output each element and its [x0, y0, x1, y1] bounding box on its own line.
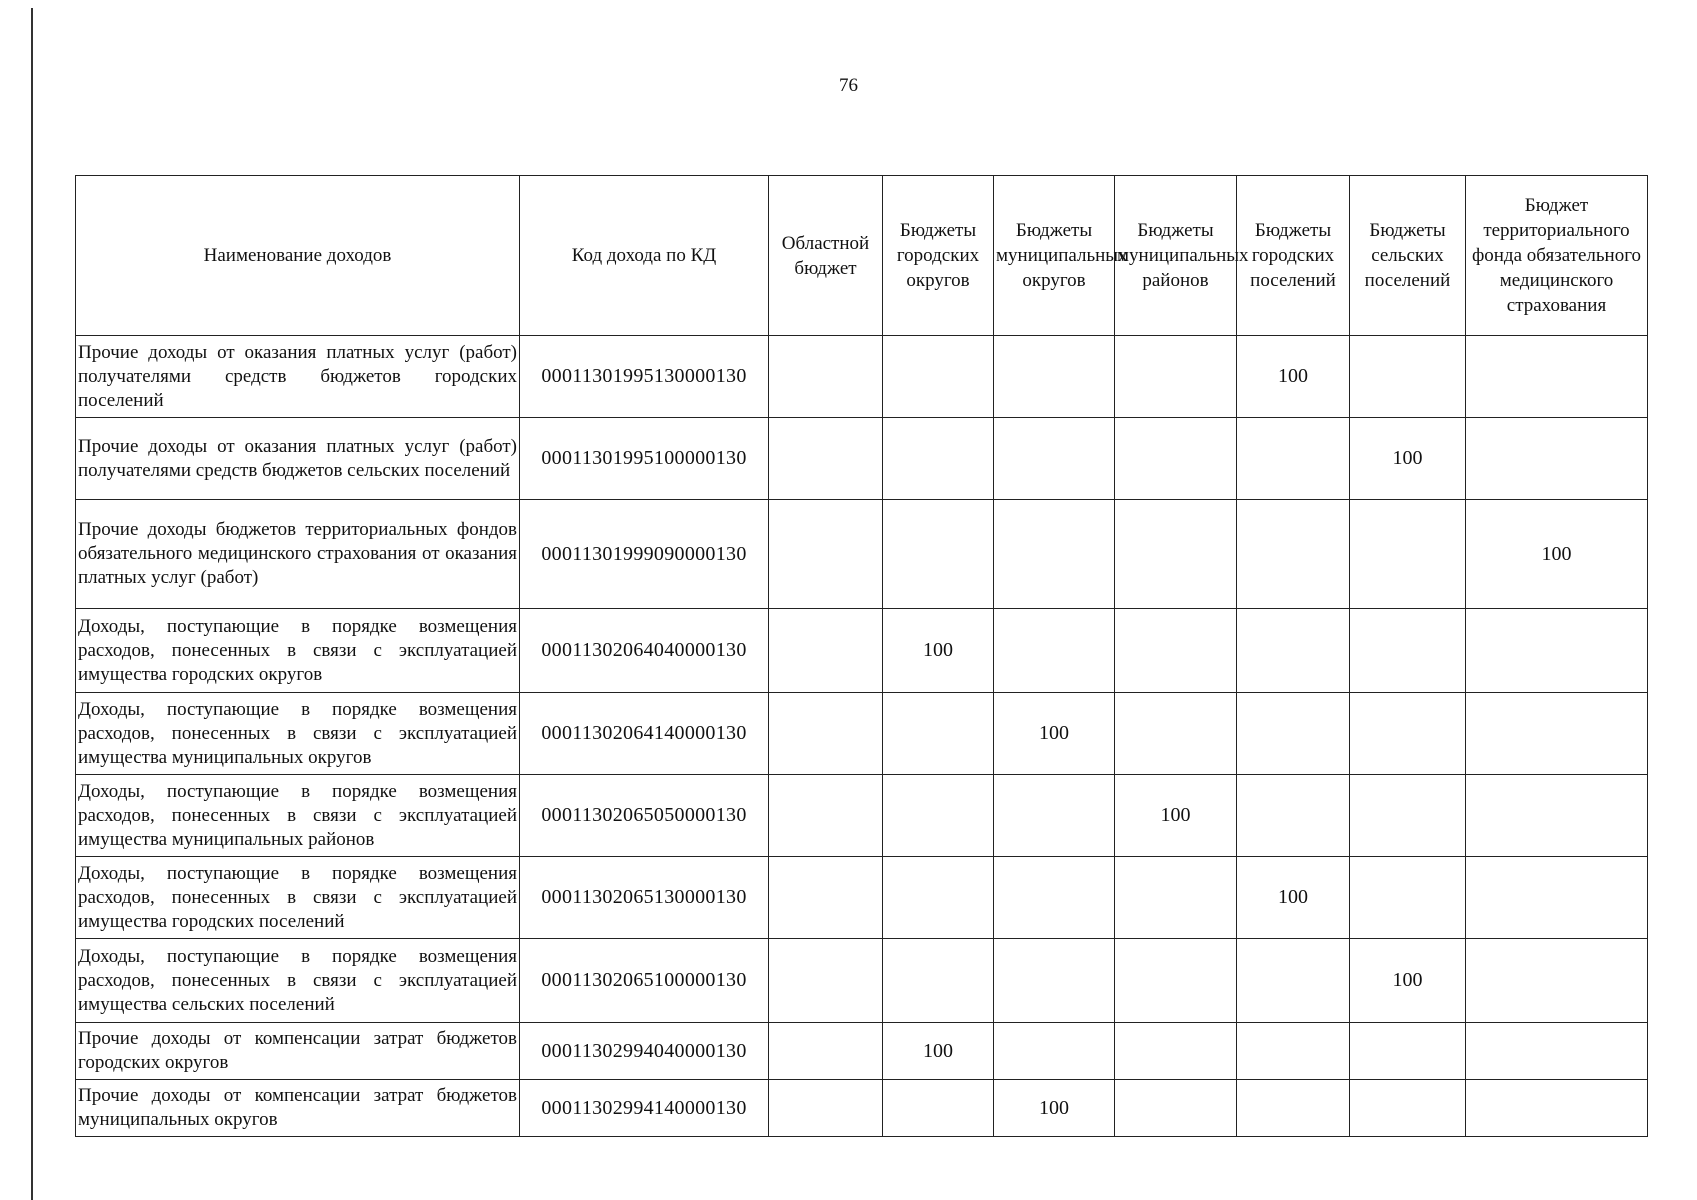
- cell-health-fund: [1466, 857, 1648, 939]
- header-health-fund: Бюджет территориального фонда обязательного медицинского страхования: [1466, 176, 1648, 336]
- cell-city-districts: [883, 500, 994, 609]
- row-code: 00011302065100000130: [520, 939, 769, 1023]
- row-code: 00011302994040000130: [520, 1023, 769, 1080]
- cell-rural-settlements: [1350, 857, 1466, 939]
- cell-regional: [769, 775, 883, 857]
- cell-municipal-regions: [1115, 857, 1237, 939]
- cell-municipal-regions: [1115, 609, 1237, 693]
- row-name: Прочие доходы от компенсации затрат бюджетов городских округов: [76, 1023, 520, 1080]
- cell-municipal-regions: [1115, 1023, 1237, 1080]
- row-name: Доходы, поступающие в порядке возмещения расходов, понесенных в связи с эксплуатацией имущества городских округов: [76, 609, 520, 693]
- cell-city-settlements: [1237, 418, 1350, 500]
- cell-rural-settlements: [1350, 500, 1466, 609]
- header-rural-settlements: Бюджеты сельских поселений: [1350, 176, 1466, 336]
- cell-municipal-regions: [1115, 500, 1237, 609]
- cell-city-districts: [883, 336, 994, 418]
- cell-municipal-districts: [994, 775, 1115, 857]
- cell-regional: [769, 693, 883, 775]
- header-regional: Областной бюджет: [769, 176, 883, 336]
- cell-municipal-districts: [994, 857, 1115, 939]
- cell-regional: [769, 857, 883, 939]
- cell-health-fund: [1466, 1080, 1648, 1137]
- cell-municipal-districts: [994, 1023, 1115, 1080]
- cell-municipal-districts: [994, 939, 1115, 1023]
- cell-city-settlements: [1237, 775, 1350, 857]
- cell-regional: [769, 336, 883, 418]
- page-number: 76: [839, 75, 858, 96]
- header-city-settlements: Бюджеты городских поселений: [1237, 176, 1350, 336]
- cell-rural-settlements: [1350, 775, 1466, 857]
- table-row: [76, 1080, 1648, 1137]
- row-code: 00011302065050000130: [520, 775, 769, 857]
- header-municipal-regions: Бюджеты муниципальных районов: [1115, 176, 1237, 336]
- header-name: Наименование доходов: [76, 176, 520, 336]
- cell-municipal-regions: [1115, 939, 1237, 1023]
- cell-regional: [769, 418, 883, 500]
- row-name: Доходы, поступающие в порядке возмещения расходов, понесенных в связи с эксплуатацией имущества муниципальных округов: [76, 693, 520, 775]
- cell-city-districts: [883, 939, 994, 1023]
- cell-municipal-districts: [994, 418, 1115, 500]
- binding-line: [31, 8, 33, 1200]
- table-row: [76, 775, 1648, 857]
- cell-city-settlements: [1237, 500, 1350, 609]
- cell-rural-settlements: 100: [1350, 939, 1466, 1023]
- table-row: [76, 336, 1648, 418]
- table-row: [76, 609, 1648, 693]
- row-name: Прочие доходы от оказания платных услуг (работ) получателями средств бюджетов городских поселений: [76, 336, 520, 418]
- cell-municipal-regions: 100: [1115, 775, 1237, 857]
- table-row: [76, 693, 1648, 775]
- cell-municipal-regions: [1115, 1080, 1237, 1137]
- header-municipal-districts: Бюджеты муниципальных округов: [994, 176, 1115, 336]
- cell-health-fund: [1466, 939, 1648, 1023]
- row-code: 00011301995100000130: [520, 418, 769, 500]
- table-row: [76, 500, 1648, 609]
- table-row: [76, 418, 1648, 500]
- cell-health-fund: [1466, 418, 1648, 500]
- header-code: Код дохода по КД: [520, 176, 769, 336]
- cell-municipal-districts: 100: [994, 1080, 1115, 1137]
- row-code: 00011302994140000130: [520, 1080, 769, 1137]
- cell-health-fund: 100: [1466, 500, 1648, 609]
- cell-city-districts: [883, 857, 994, 939]
- cell-municipal-districts: [994, 336, 1115, 418]
- table-row: [76, 857, 1648, 939]
- cell-municipal-districts: [994, 609, 1115, 693]
- row-code: 00011302064040000130: [520, 609, 769, 693]
- row-name: Доходы, поступающие в порядке возмещения расходов, понесенных в связи с эксплуатацией имущества сельских поселений: [76, 939, 520, 1023]
- cell-health-fund: [1466, 609, 1648, 693]
- cell-regional: [769, 609, 883, 693]
- cell-city-districts: [883, 693, 994, 775]
- row-name: Прочие доходы от компенсации затрат бюджетов муниципальных округов: [76, 1080, 520, 1137]
- cell-health-fund: [1466, 693, 1648, 775]
- cell-rural-settlements: [1350, 1023, 1466, 1080]
- row-code: 00011301999090000130: [520, 500, 769, 609]
- row-name: Прочие доходы бюджетов территориальных фондов обязательного медицинского страхования от оказания платных услуг (работ): [76, 500, 520, 609]
- row-name: Доходы, поступающие в порядке возмещения расходов, понесенных в связи с эксплуатацией имущества городских поселений: [76, 857, 520, 939]
- row-name: Доходы, поступающие в порядке возмещения расходов, понесенных в связи с эксплуатацией имущества муниципальных районов: [76, 775, 520, 857]
- cell-municipal-regions: [1115, 693, 1237, 775]
- income-table-container: [75, 175, 1647, 1137]
- cell-city-settlements: 100: [1237, 857, 1350, 939]
- cell-regional: [769, 939, 883, 1023]
- cell-city-settlements: [1237, 693, 1350, 775]
- cell-rural-settlements: 100: [1350, 418, 1466, 500]
- income-table: [75, 175, 1648, 1137]
- cell-regional: [769, 1023, 883, 1080]
- cell-municipal-regions: [1115, 336, 1237, 418]
- cell-city-settlements: [1237, 609, 1350, 693]
- cell-rural-settlements: [1350, 336, 1466, 418]
- row-code: 00011302065130000130: [520, 857, 769, 939]
- cell-health-fund: [1466, 775, 1648, 857]
- row-code: 00011302064140000130: [520, 693, 769, 775]
- cell-city-settlements: [1237, 939, 1350, 1023]
- cell-rural-settlements: [1350, 609, 1466, 693]
- cell-municipal-districts: [994, 500, 1115, 609]
- cell-regional: [769, 1080, 883, 1137]
- cell-health-fund: [1466, 1023, 1648, 1080]
- cell-municipal-districts: 100: [994, 693, 1115, 775]
- cell-city-districts: [883, 1080, 994, 1137]
- table-header-row: [76, 176, 1648, 336]
- cell-city-districts: [883, 775, 994, 857]
- cell-city-settlements: [1237, 1080, 1350, 1137]
- cell-city-districts: [883, 418, 994, 500]
- row-name: Прочие доходы от оказания платных услуг (работ) получателями средств бюджетов сельских поселений: [76, 418, 520, 500]
- header-city-districts: Бюджеты городских округов: [883, 176, 994, 336]
- cell-rural-settlements: [1350, 1080, 1466, 1137]
- cell-rural-settlements: [1350, 693, 1466, 775]
- cell-city-settlements: 100: [1237, 336, 1350, 418]
- cell-city-districts: 100: [883, 609, 994, 693]
- cell-municipal-regions: [1115, 418, 1237, 500]
- cell-city-settlements: [1237, 1023, 1350, 1080]
- cell-regional: [769, 500, 883, 609]
- row-code: 00011301995130000130: [520, 336, 769, 418]
- table-row: [76, 1023, 1648, 1080]
- cell-health-fund: [1466, 336, 1648, 418]
- table-row: [76, 939, 1648, 1023]
- cell-city-districts: 100: [883, 1023, 994, 1080]
